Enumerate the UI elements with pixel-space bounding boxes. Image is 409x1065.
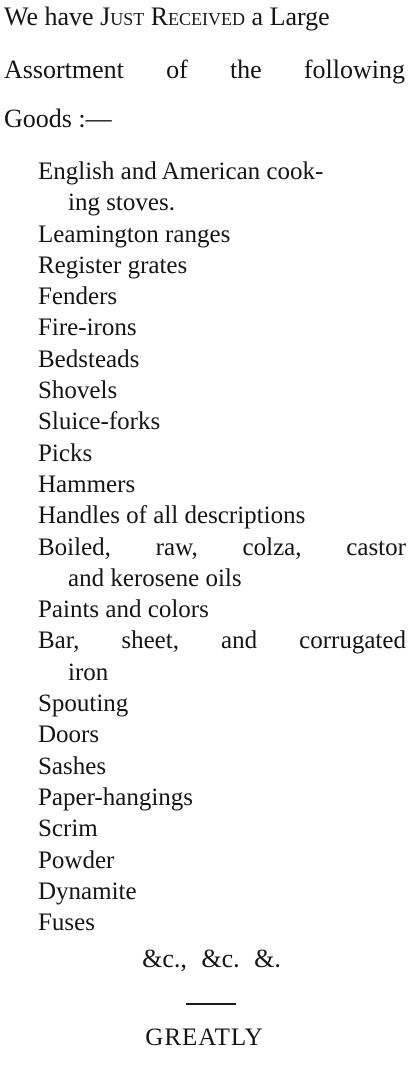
list-item: Scrim: [38, 815, 98, 843]
item-text: English and American cook-: [38, 158, 324, 185]
list-item: Picks: [38, 439, 93, 467]
list-item: Powder: [38, 846, 115, 874]
intro-just-received: Just Received: [100, 2, 246, 31]
list-item: Handles of all descriptions: [38, 502, 306, 530]
list-item: Hammers: [38, 470, 136, 498]
intro-word-the: the: [229, 55, 262, 84]
list-item: Fire-irons: [38, 314, 137, 342]
item-word: Bar,: [38, 627, 80, 655]
intro-a-large: a Large: [251, 2, 330, 31]
item-word: colza,: [242, 533, 302, 561]
goods-list: [38, 156, 406, 938]
intro-word-following: following: [303, 55, 405, 84]
item-word: raw,: [155, 533, 198, 561]
item-first-line: [38, 625, 406, 656]
item-word: and: [220, 627, 258, 655]
list-item: Fenders: [38, 283, 118, 311]
intro-line-3: Goods :—: [4, 104, 112, 133]
list-item: Paints and colors: [38, 596, 209, 624]
item-word: sheet,: [121, 627, 179, 655]
list-item: Sashes: [38, 752, 107, 780]
list-item: Paper-hangings: [38, 783, 194, 811]
list-item: [38, 532, 406, 595]
item-first-line: [38, 532, 406, 563]
item-word: corrugated: [299, 627, 406, 655]
list-item: [38, 156, 406, 219]
item-continuation: iron: [68, 658, 109, 686]
list-item: Fuses: [38, 909, 95, 937]
item-continuation: and kerosene oils: [68, 564, 242, 592]
list-item: Leamington ranges: [38, 220, 231, 248]
list-item: Doors: [38, 721, 100, 749]
next-heading: GREATLY: [145, 1024, 264, 1051]
list-item: Spouting: [38, 690, 129, 718]
intro-line-2: [4, 55, 405, 85]
list-item: Register grates: [38, 251, 188, 279]
list-item: [38, 625, 406, 688]
etcetera-line: &c., &c. &.: [142, 944, 281, 973]
section-divider: [186, 1003, 236, 1005]
list-item: Sluice-forks: [38, 408, 161, 436]
intro-word-assortment: Assortment: [4, 55, 124, 84]
list-item: Dynamite: [38, 877, 137, 905]
intro-line-1: [4, 2, 405, 32]
item-word: castor: [346, 533, 406, 561]
intro-word-of: of: [166, 55, 188, 84]
list-item: Shovels: [38, 377, 118, 405]
list-item: Bedsteads: [38, 345, 140, 373]
intro-we-have: We have: [4, 2, 94, 31]
item-continuation: ing stoves.: [68, 189, 175, 217]
item-word: Boiled,: [38, 533, 111, 561]
